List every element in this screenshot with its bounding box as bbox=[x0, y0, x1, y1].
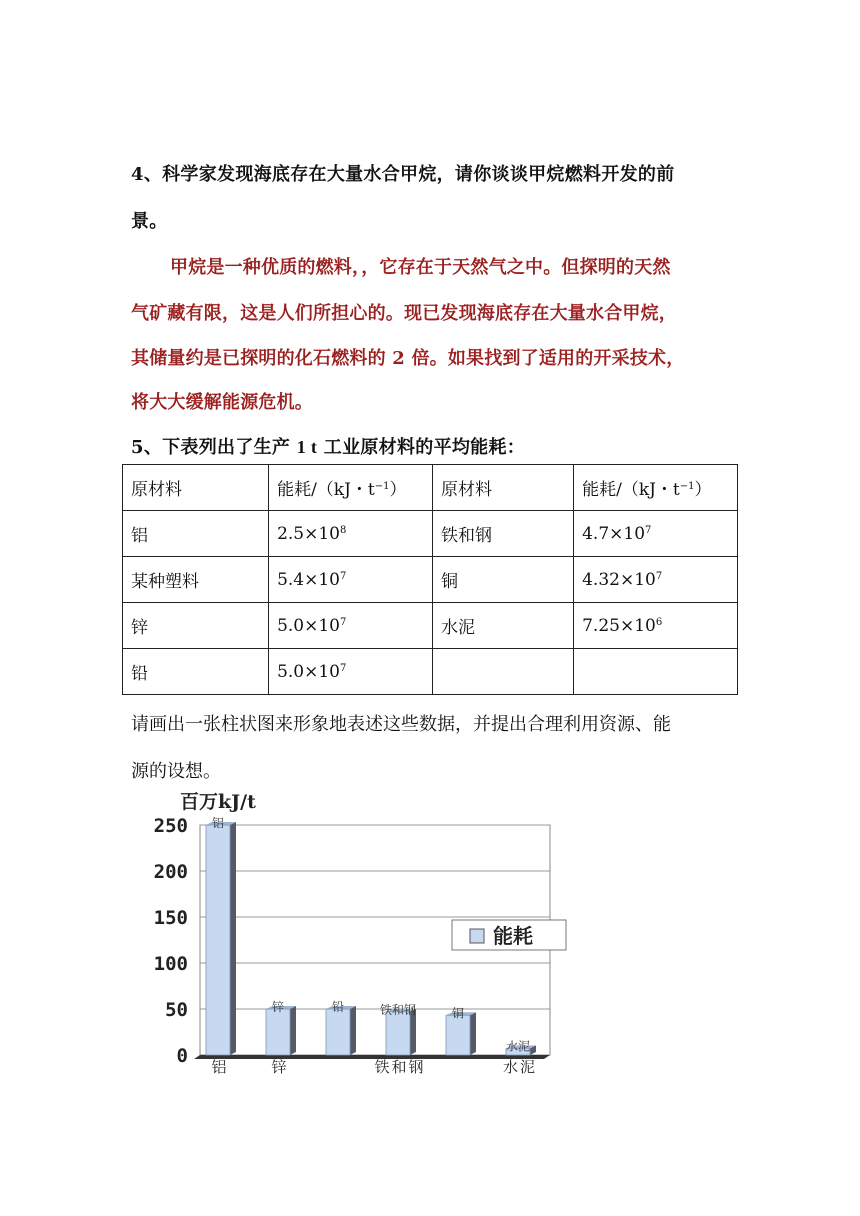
question-5 bbox=[131, 433, 525, 459]
energy-base: 4.32×10 bbox=[582, 569, 656, 590]
header-energy-text: 能耗/（kJ・t bbox=[582, 480, 680, 500]
energy-base: 4.7×10 bbox=[582, 523, 646, 544]
bar-data-label: 水泥 bbox=[505, 1039, 531, 1054]
energy-cell bbox=[269, 557, 433, 603]
material-cell bbox=[432, 649, 573, 695]
bar bbox=[386, 1012, 410, 1055]
energy-cell bbox=[269, 649, 433, 695]
bar-data-label: 铝 bbox=[211, 816, 225, 830]
header-material: 原材料 bbox=[432, 465, 573, 511]
energy-base: 5.4×10 bbox=[277, 569, 340, 590]
header-energy-close: ） bbox=[389, 480, 407, 500]
energy-base: 2.5×10 bbox=[277, 523, 340, 544]
y-tick-label: 50 bbox=[165, 999, 188, 1021]
question-5-prefix: 5、下表列出了生产 bbox=[131, 437, 297, 458]
energy-cell bbox=[269, 603, 433, 649]
bar-side bbox=[350, 1006, 356, 1055]
bar-side bbox=[230, 822, 236, 1055]
material-cell: 铅 bbox=[123, 649, 269, 695]
y-tick-label: 200 bbox=[153, 861, 188, 883]
y-tick-label: 250 bbox=[153, 815, 188, 837]
header-energy-sup: −1 bbox=[679, 481, 695, 492]
answer-line: 其储量约是已探明的化石燃料的 2 倍。如果找到了适用的开采技术， bbox=[131, 348, 685, 369]
y-tick-label: 150 bbox=[153, 907, 188, 929]
table-row bbox=[123, 557, 738, 603]
header-material: 原材料 bbox=[123, 465, 269, 511]
y-tick-label: 0 bbox=[176, 1045, 188, 1067]
bar bbox=[446, 1015, 470, 1055]
energy-cell bbox=[574, 511, 738, 557]
energy-exponent: 7 bbox=[340, 616, 347, 628]
bar-side bbox=[290, 1006, 296, 1055]
header-energy bbox=[574, 465, 738, 511]
question-5-amount: 1 t bbox=[296, 437, 318, 457]
bar-side bbox=[470, 1012, 476, 1055]
table-row bbox=[123, 511, 738, 557]
energy-base: 5.0×10 bbox=[277, 615, 340, 636]
energy-exponent: 7 bbox=[340, 570, 347, 582]
bar bbox=[326, 1009, 350, 1055]
energy-cell bbox=[574, 603, 738, 649]
instruction-line-1: 请画出一张柱状图来形象地表述这些数据，并提出合理利用资源、能 bbox=[131, 714, 671, 735]
material-cell: 铁和钢 bbox=[432, 511, 573, 557]
question-4-line-2: 景。 bbox=[131, 211, 168, 232]
bar bbox=[266, 1009, 290, 1055]
chart-floor bbox=[194, 1055, 550, 1059]
energy-base: 7.25×10 bbox=[582, 615, 656, 636]
y-axis-title: 百万kJ/t bbox=[180, 791, 256, 813]
answer-line: 将大大缓解能源危机。 bbox=[131, 392, 313, 413]
question-5-suffix: 工业原材料的平均能耗： bbox=[317, 437, 526, 458]
header-energy-close: ） bbox=[694, 480, 712, 500]
header-energy-text: 能耗/（kJ・t bbox=[277, 480, 375, 500]
x-tick-label: 锌 bbox=[271, 1058, 289, 1076]
header-energy bbox=[269, 465, 433, 511]
answer-line: 甲烷是一种优质的燃料，，它存在于天然气之中。但探明的天然 bbox=[170, 257, 671, 278]
chart-svg bbox=[130, 780, 580, 1080]
bar-data-label: 铁和钢 bbox=[379, 1002, 417, 1017]
answer-line: 气矿藏有限，这是人们所担心的。现已发现海底存在大量水合甲烷， bbox=[131, 303, 677, 324]
x-tick-label: 铁和钢 bbox=[374, 1058, 426, 1076]
energy-cell bbox=[574, 649, 738, 695]
bar bbox=[206, 825, 230, 1055]
energy-exponent: 7 bbox=[645, 524, 652, 536]
energy-exponent: 7 bbox=[340, 662, 347, 674]
legend-label: 能耗 bbox=[493, 924, 533, 948]
material-cell: 水泥 bbox=[432, 603, 573, 649]
energy-cell bbox=[574, 557, 738, 603]
question-4-line-1: 4、科学家发现海底存在大量水合甲烷，请你谈谈甲烷燃料开发的前 bbox=[131, 164, 675, 185]
material-cell: 铝 bbox=[123, 511, 269, 557]
table-row bbox=[123, 603, 738, 649]
energy-cell bbox=[269, 511, 433, 557]
energy-exponent: 7 bbox=[655, 570, 663, 582]
energy-exponent: 8 bbox=[340, 524, 347, 536]
x-tick-label: 水泥 bbox=[502, 1058, 538, 1076]
energy-table bbox=[122, 464, 738, 695]
y-tick-label: 100 bbox=[153, 953, 188, 975]
energy-base: 5.0×10 bbox=[277, 661, 340, 682]
table-row bbox=[123, 649, 738, 695]
bar-data-label: 铜 bbox=[451, 1006, 465, 1021]
energy-bar-chart bbox=[130, 780, 580, 1080]
instruction-line-2: 源的设想。 bbox=[131, 761, 221, 782]
x-tick-label: 铝 bbox=[211, 1058, 229, 1076]
energy-exponent: 6 bbox=[655, 616, 663, 628]
table-header-row bbox=[123, 465, 738, 511]
material-cell: 锌 bbox=[123, 603, 269, 649]
bar-data-label: 铅 bbox=[331, 1000, 345, 1014]
material-cell: 铜 bbox=[432, 557, 573, 603]
legend-swatch bbox=[470, 929, 484, 943]
header-energy-sup: −1 bbox=[374, 481, 390, 492]
bar-data-label: 锌 bbox=[271, 1000, 285, 1014]
material-cell: 某种塑料 bbox=[123, 557, 269, 603]
